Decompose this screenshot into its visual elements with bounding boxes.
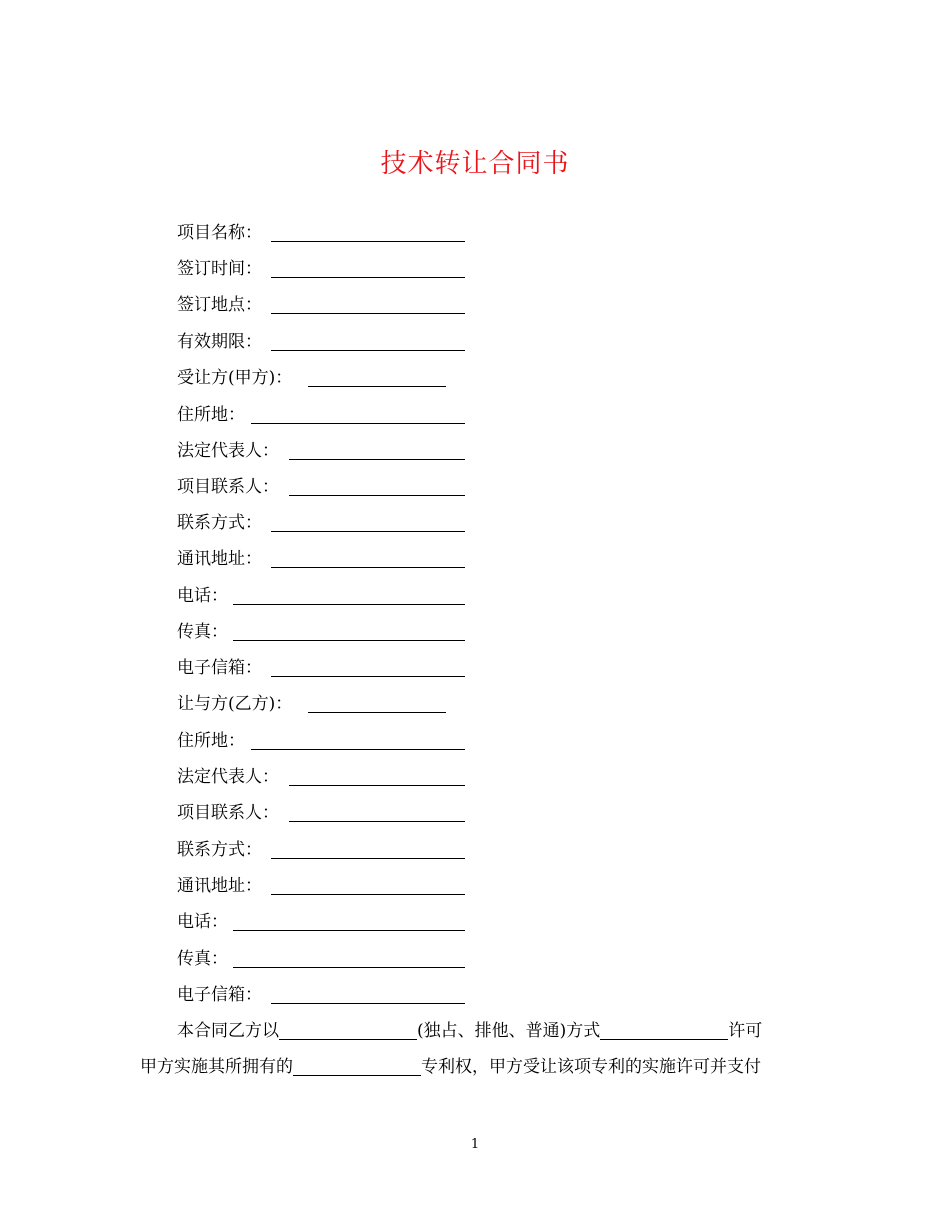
field-label: 项目名称： <box>177 223 262 243</box>
field-a-phone <box>177 584 228 608</box>
fill-in-line <box>308 386 446 387</box>
fill-in-line <box>289 785 465 786</box>
field-a-contact-method <box>177 511 262 535</box>
field-b-project-contact <box>177 801 279 825</box>
field-label: 传真： <box>177 622 228 642</box>
fill-in-line <box>233 604 465 605</box>
fill-in-line <box>308 712 446 713</box>
fill-in-line <box>271 531 465 532</box>
paragraph-line-1 <box>177 1019 762 1043</box>
field-label: 签订地点： <box>177 295 262 315</box>
field-label: 有效期限： <box>177 332 262 352</box>
field-a-address <box>177 403 245 427</box>
fill-in-line <box>271 350 465 351</box>
fill-in-line <box>271 858 465 859</box>
paragraph-line-2 <box>140 1055 761 1079</box>
field-label: 电话： <box>177 586 228 606</box>
field-label: 法定代表人： <box>177 767 279 787</box>
fill-in-line <box>289 459 465 460</box>
field-label: 电话： <box>177 912 228 932</box>
fill-in-line <box>279 1019 417 1040</box>
field-b-legal-rep <box>177 765 279 789</box>
fill-in-line <box>271 1003 465 1004</box>
field-signing-time <box>177 257 262 281</box>
page-number: 1 <box>470 1137 480 1152</box>
fill-in-line <box>233 640 465 641</box>
field-label: 通讯地址： <box>177 876 262 896</box>
field-label: 项目联系人： <box>177 803 279 823</box>
field-label: 让与方(乙方)： <box>177 694 293 714</box>
field-label: 电子信箱： <box>177 985 262 1005</box>
fill-in-line <box>251 749 465 750</box>
fill-in-line <box>233 930 465 931</box>
fill-in-line <box>289 495 465 496</box>
paragraph-text: 本合同乙方以 <box>177 1021 279 1041</box>
fill-in-line <box>251 423 465 424</box>
field-label: 签订时间： <box>177 259 262 279</box>
field-label: 项目联系人： <box>177 477 279 497</box>
fill-in-line <box>271 894 465 895</box>
field-a-mailing-address <box>177 547 262 571</box>
field-label: 传真： <box>177 949 228 969</box>
field-a-email <box>177 656 262 680</box>
paragraph-text: 专利权，甲方受让该项专利的实施许可并支付 <box>421 1057 761 1077</box>
fill-in-line <box>289 821 465 822</box>
paragraph-text: (独占、排他、普通)方式 <box>417 1021 601 1041</box>
field-a-fax <box>177 620 228 644</box>
field-project-name <box>177 221 262 245</box>
field-a-project-contact <box>177 475 279 499</box>
field-label: 联系方式： <box>177 840 262 860</box>
field-b-mailing-address <box>177 874 262 898</box>
document-title: 技术转让合同书 <box>380 149 570 179</box>
field-b-phone <box>177 910 228 934</box>
field-validity-period <box>177 330 262 354</box>
field-label: 联系方式： <box>177 513 262 533</box>
field-b-fax <box>177 947 228 971</box>
fill-in-line <box>271 241 465 242</box>
field-b-contact-method <box>177 838 262 862</box>
field-label: 通讯地址： <box>177 549 262 569</box>
fill-in-line <box>271 567 465 568</box>
fill-in-line <box>271 676 465 677</box>
field-label: 电子信箱： <box>177 658 262 678</box>
field-label: 住所地： <box>177 731 245 751</box>
fill-in-line <box>293 1055 421 1076</box>
paragraph-text: 甲方实施其所拥有的 <box>140 1057 293 1077</box>
field-label: 受让方(甲方)： <box>177 368 293 388</box>
field-label: 法定代表人： <box>177 441 279 461</box>
fill-in-line <box>233 967 465 968</box>
field-b-address <box>177 729 245 753</box>
paragraph-text: 许可 <box>728 1021 763 1041</box>
fill-in-line <box>271 277 465 278</box>
field-b-email <box>177 983 262 1007</box>
field-a-legal-rep <box>177 439 279 463</box>
field-label: 住所地： <box>177 405 245 425</box>
fill-in-line <box>600 1019 728 1040</box>
field-transferor <box>177 692 292 716</box>
fill-in-line <box>271 313 465 314</box>
field-transferee <box>177 366 292 390</box>
field-signing-place <box>177 293 262 317</box>
